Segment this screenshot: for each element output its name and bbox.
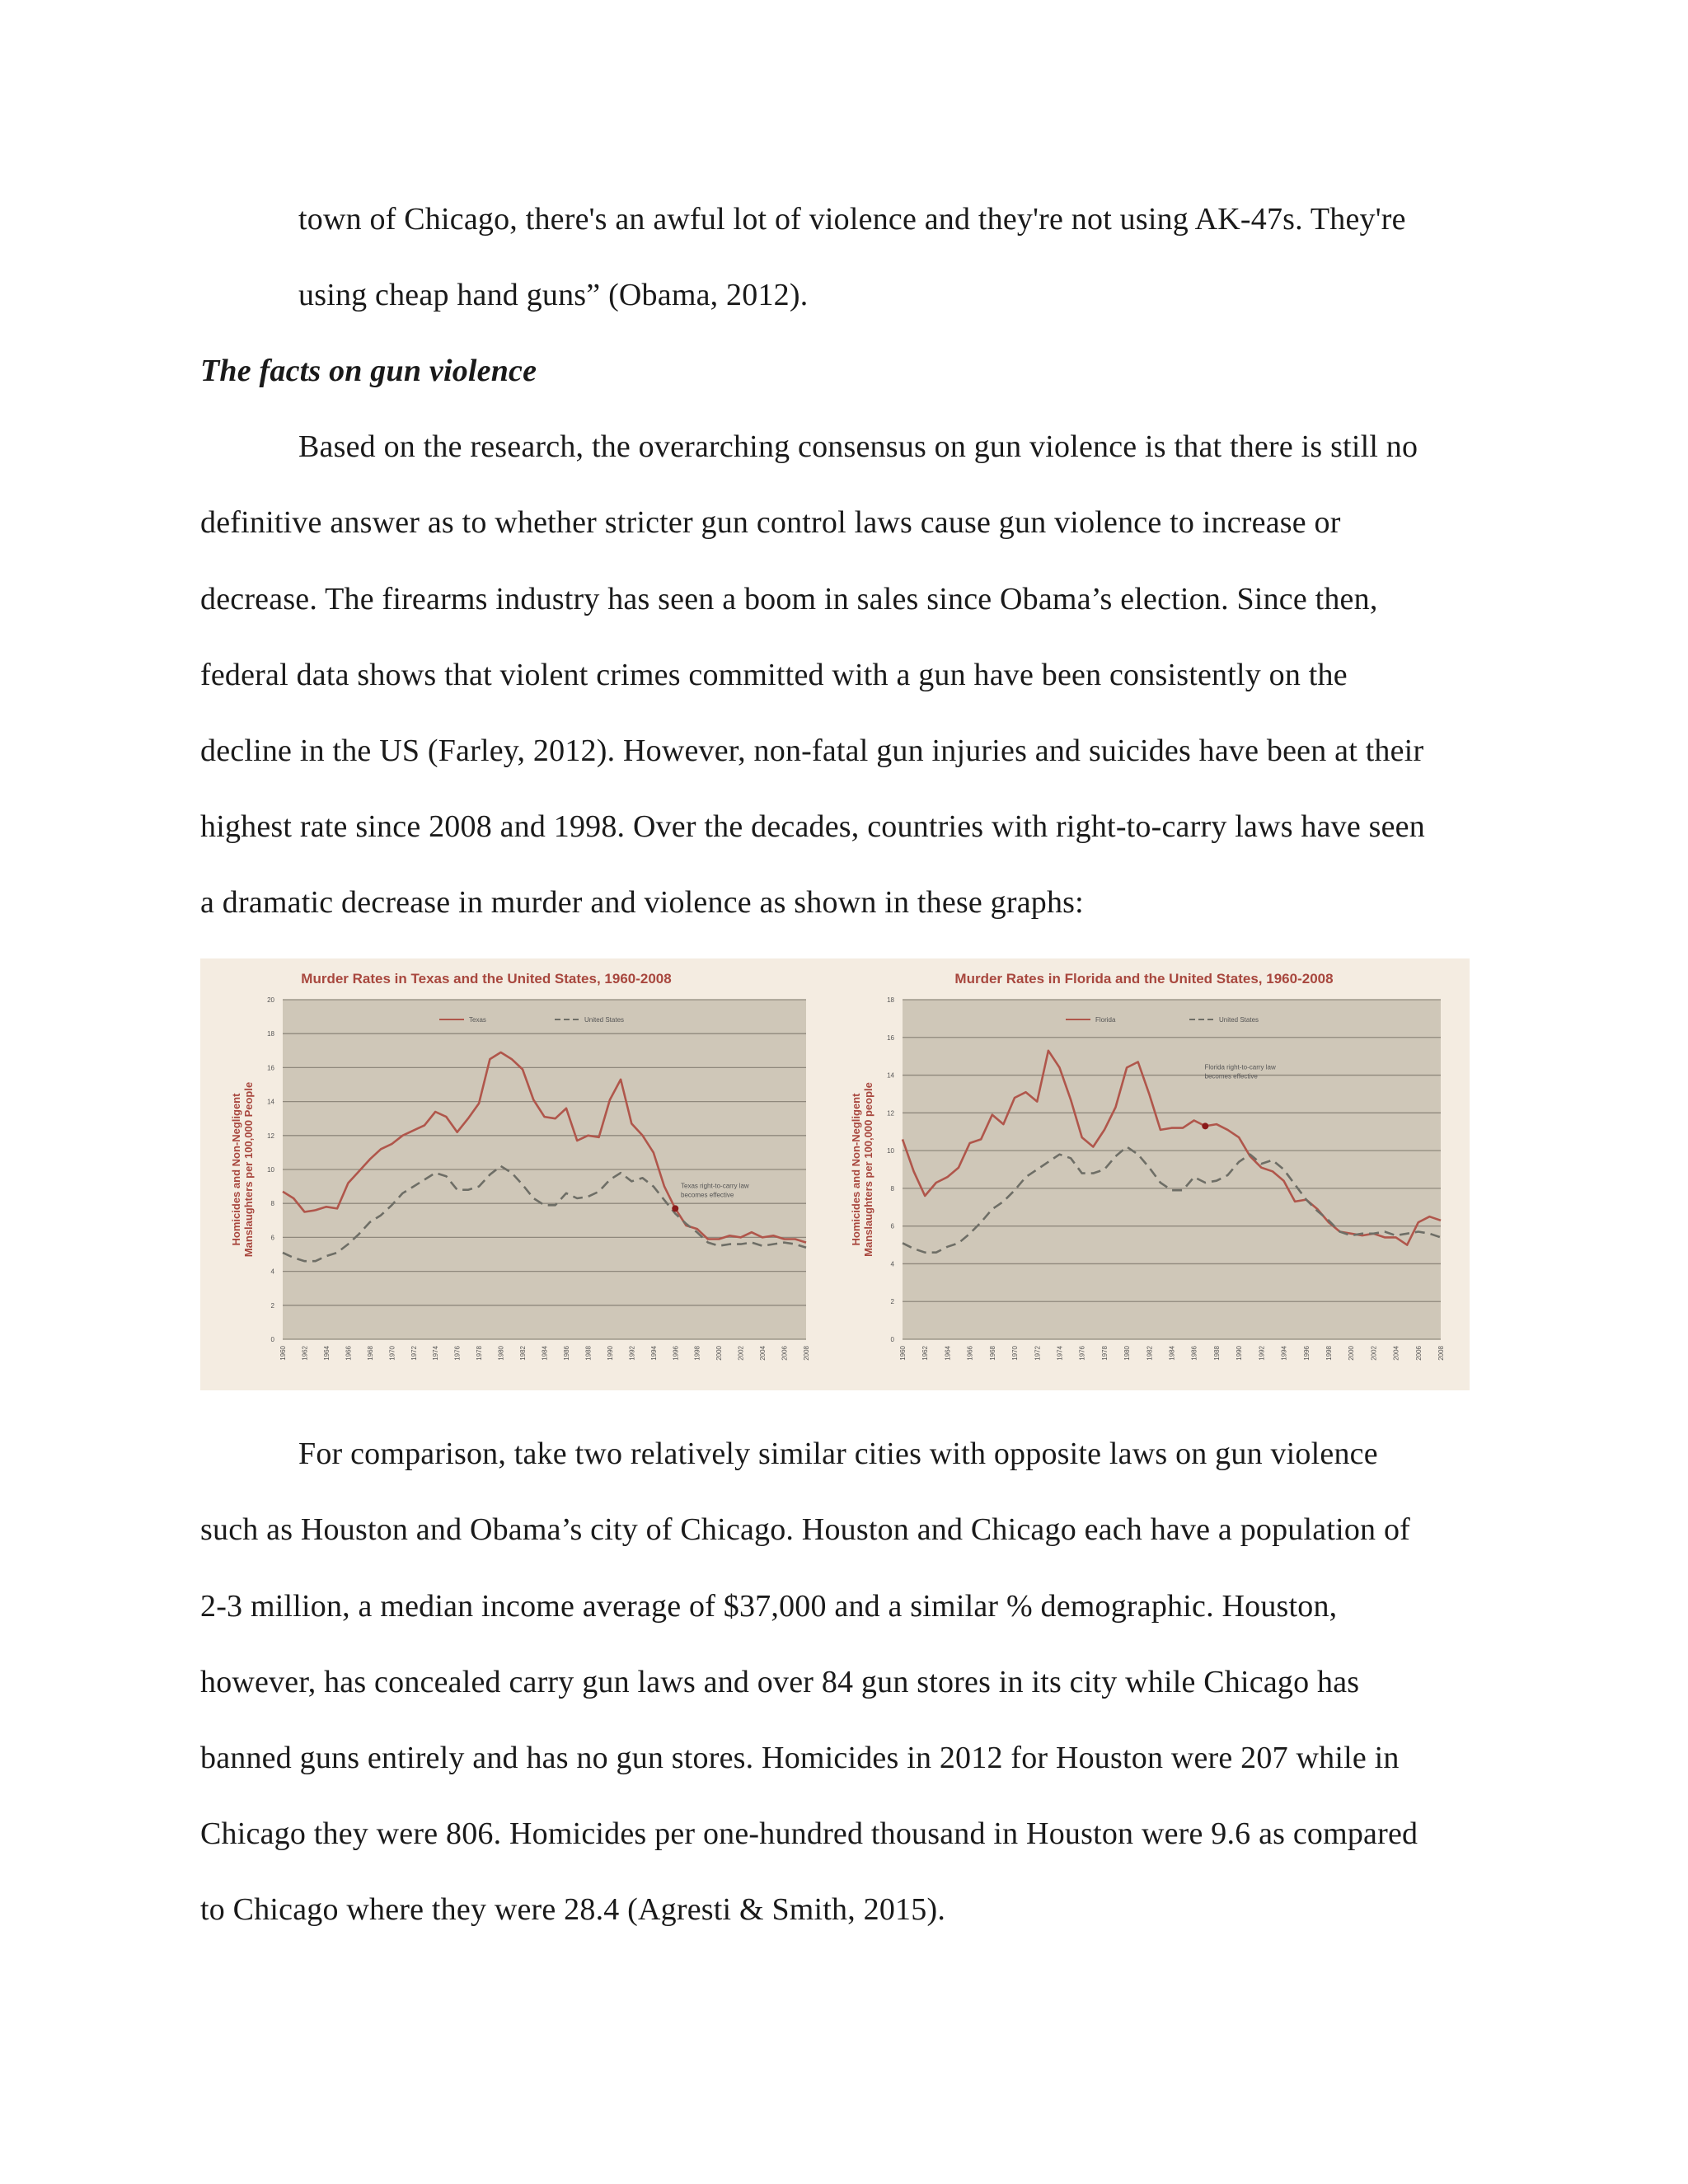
x-tick-label: 1996 [672, 1346, 680, 1361]
x-tick-label: 1990 [1236, 1346, 1244, 1361]
section-heading: The facts on gun violence [200, 354, 537, 388]
x-tick-label: 1988 [1212, 1346, 1221, 1361]
charts-figure [200, 958, 1470, 1390]
y-axis-label-line2: Manslaughters per 100,000 people [862, 1082, 874, 1257]
x-tick-label: 1962 [921, 1346, 930, 1361]
x-tick-label: 1960 [279, 1346, 287, 1361]
y-tick-label: 12 [887, 1109, 894, 1118]
y-tick-label: 14 [267, 1098, 274, 1106]
y-tick-label: 6 [890, 1222, 894, 1230]
body1-line-3: decrease. The firearms industry has seen a boom in sales since Obama’s election. Since then, [200, 582, 1378, 616]
y-tick-label: 4 [890, 1260, 894, 1268]
y-tick-label: 18 [267, 1030, 274, 1038]
x-tick-label: 1966 [345, 1346, 353, 1361]
x-tick-label: 1970 [1011, 1346, 1020, 1361]
x-tick-label: 1972 [1034, 1346, 1042, 1361]
body2-line-1: For comparison, take two relatively similar cities with opposite laws on gun violence [298, 1436, 1378, 1471]
body1-line-1: Based on the research, the overarching consensus on gun violence is that there is still no [298, 429, 1418, 464]
x-tick-label: 1976 [453, 1346, 462, 1361]
body1-line-4: federal data shows that violent crimes committed with a gun have been consistently on the [200, 658, 1348, 692]
x-tick-label: 2000 [1348, 1346, 1356, 1361]
x-tick-label: 1980 [497, 1346, 505, 1361]
y-tick-label: 2 [890, 1298, 894, 1306]
x-tick-label: 1974 [1056, 1346, 1064, 1361]
x-tick-label: 1966 [966, 1346, 974, 1361]
legend-label-state: Texas [469, 1016, 486, 1024]
quote-line-2: using cheap hand guns” (Obama, 2012). [298, 278, 809, 312]
y-tick-label: 18 [887, 996, 894, 1004]
x-tick-label: 1986 [562, 1346, 570, 1361]
x-tick-label: 1996 [1302, 1346, 1311, 1361]
y-tick-label: 10 [887, 1147, 894, 1155]
x-tick-label: 1984 [541, 1346, 549, 1361]
chart-title: Murder Rates in Texas and the United States, 1960-2008 [301, 971, 672, 987]
x-tick-label: 1982 [1146, 1346, 1154, 1361]
y-tick-label: 16 [887, 1033, 894, 1042]
x-tick-label: 1998 [1325, 1346, 1333, 1361]
x-tick-label: 2006 [1414, 1346, 1423, 1361]
x-tick-label: 1962 [301, 1346, 309, 1361]
annotation-text-line1: Texas right-to-carry law [681, 1182, 749, 1190]
x-tick-label: 2004 [759, 1346, 767, 1361]
x-tick-label: 1960 [899, 1346, 907, 1361]
x-tick-label: 1978 [1100, 1346, 1109, 1361]
y-tick-label: 8 [270, 1200, 274, 1208]
x-tick-label: 1992 [628, 1346, 636, 1361]
x-tick-label: 2004 [1392, 1346, 1400, 1361]
x-tick-label: 1968 [988, 1346, 996, 1361]
x-tick-label: 1994 [649, 1346, 658, 1361]
x-tick-label: 1970 [388, 1346, 396, 1361]
y-tick-label: 16 [267, 1064, 274, 1072]
chart-title: Murder Rates in Florida and the United States, 1960-2008 [954, 971, 1334, 987]
x-tick-label: 1988 [584, 1346, 593, 1361]
x-tick-label: 2002 [737, 1346, 745, 1361]
quote-line-1: town of Chicago, there's an awful lot of violence and they're not using AK-47s. They're [298, 202, 1406, 237]
x-tick-label: 1986 [1190, 1346, 1198, 1361]
y-tick-label: 6 [270, 1234, 274, 1242]
y-axis-label-line1: Homicides and Non-Negligent [230, 1093, 242, 1246]
body2-line-7: to Chicago where they were 28.4 (Agresti & Smith, 2015). [200, 1892, 946, 1927]
x-tick-label: 2006 [781, 1346, 789, 1361]
x-tick-label: 1982 [519, 1346, 528, 1361]
florida-chart-svg [835, 958, 1470, 1390]
texas-chart [200, 958, 835, 1390]
annotation-text-line1: Florida right-to-carry law [1204, 1063, 1276, 1071]
x-tick-label: 1964 [944, 1346, 952, 1361]
x-tick-label: 1976 [1078, 1346, 1086, 1361]
x-tick-label: 1998 [693, 1346, 701, 1361]
y-tick-label: 12 [267, 1132, 274, 1140]
body1-line-5: decline in the US (Farley, 2012). However, non-fatal gun injuries and suicides have been at their [200, 733, 1424, 768]
legend-label-us: United States [584, 1016, 625, 1024]
x-tick-label: 2002 [1370, 1346, 1378, 1361]
y-tick-label: 0 [270, 1336, 274, 1343]
annotation-text-line2: becomes effective [1204, 1072, 1258, 1080]
legend-label-us: United States [1219, 1016, 1259, 1024]
x-tick-label: 1974 [432, 1346, 440, 1361]
y-tick-label: 0 [890, 1336, 894, 1343]
annotation-text-line2: becomes effective [681, 1191, 734, 1199]
body1-line-6: highest rate since 2008 and 1998. Over the decades, countries with right-to-carry laws have seen [200, 809, 1425, 844]
y-tick-label: 14 [887, 1071, 894, 1080]
body1-line-2: definitive answer as to whether stricter gun control laws cause gun violence to increase or [200, 505, 1341, 540]
x-tick-label: 1972 [410, 1346, 418, 1361]
annotation-marker [672, 1205, 678, 1212]
x-tick-label: 2000 [715, 1346, 724, 1361]
x-tick-label: 1990 [606, 1346, 614, 1361]
y-axis-label-line2: Manslaughters per 100,000 People [242, 1081, 255, 1258]
y-tick-label: 8 [890, 1184, 894, 1193]
x-tick-label: 2008 [1437, 1346, 1445, 1361]
x-tick-label: 1984 [1168, 1346, 1176, 1361]
y-tick-label: 4 [270, 1268, 274, 1276]
body2-line-3: 2-3 million, a median income average of $37,000 and a similar % demographic. Houston, [200, 1589, 1338, 1624]
legend-label-state: Florida [1095, 1016, 1116, 1024]
x-tick-label: 1978 [476, 1346, 484, 1361]
body2-line-5: banned guns entirely and has no gun stores. Homicides in 2012 for Houston were 207 while in [200, 1741, 1400, 1775]
y-tick-label: 2 [270, 1301, 274, 1310]
x-tick-label: 1980 [1123, 1346, 1132, 1361]
body1-line-7: a dramatic decrease in murder and violence as shown in these graphs: [200, 885, 1084, 920]
x-tick-label: 1994 [1280, 1346, 1288, 1361]
y-tick-label: 20 [267, 996, 274, 1004]
body2-line-4: however, has concealed carry gun laws and over 84 gun stores in its city while Chicago has [200, 1665, 1360, 1699]
florida-chart [835, 958, 1470, 1390]
y-axis-label-line1: Homicides and Non-Negligent [850, 1093, 862, 1246]
x-tick-label: 1992 [1258, 1346, 1266, 1361]
y-tick-label: 10 [267, 1166, 274, 1174]
x-tick-label: 2008 [803, 1346, 810, 1361]
x-tick-label: 1964 [322, 1346, 331, 1361]
texas-chart-svg [200, 958, 835, 1390]
body2-line-6: Chicago they were 806. Homicides per one-hundred thousand in Houston were 9.6 as compared [200, 1816, 1418, 1851]
x-tick-label: 1968 [366, 1346, 374, 1361]
annotation-marker [1202, 1122, 1208, 1129]
body2-line-2: such as Houston and Obama’s city of Chicago. Houston and Chicago each have a population of [200, 1512, 1410, 1547]
plot-area [903, 1000, 1441, 1339]
